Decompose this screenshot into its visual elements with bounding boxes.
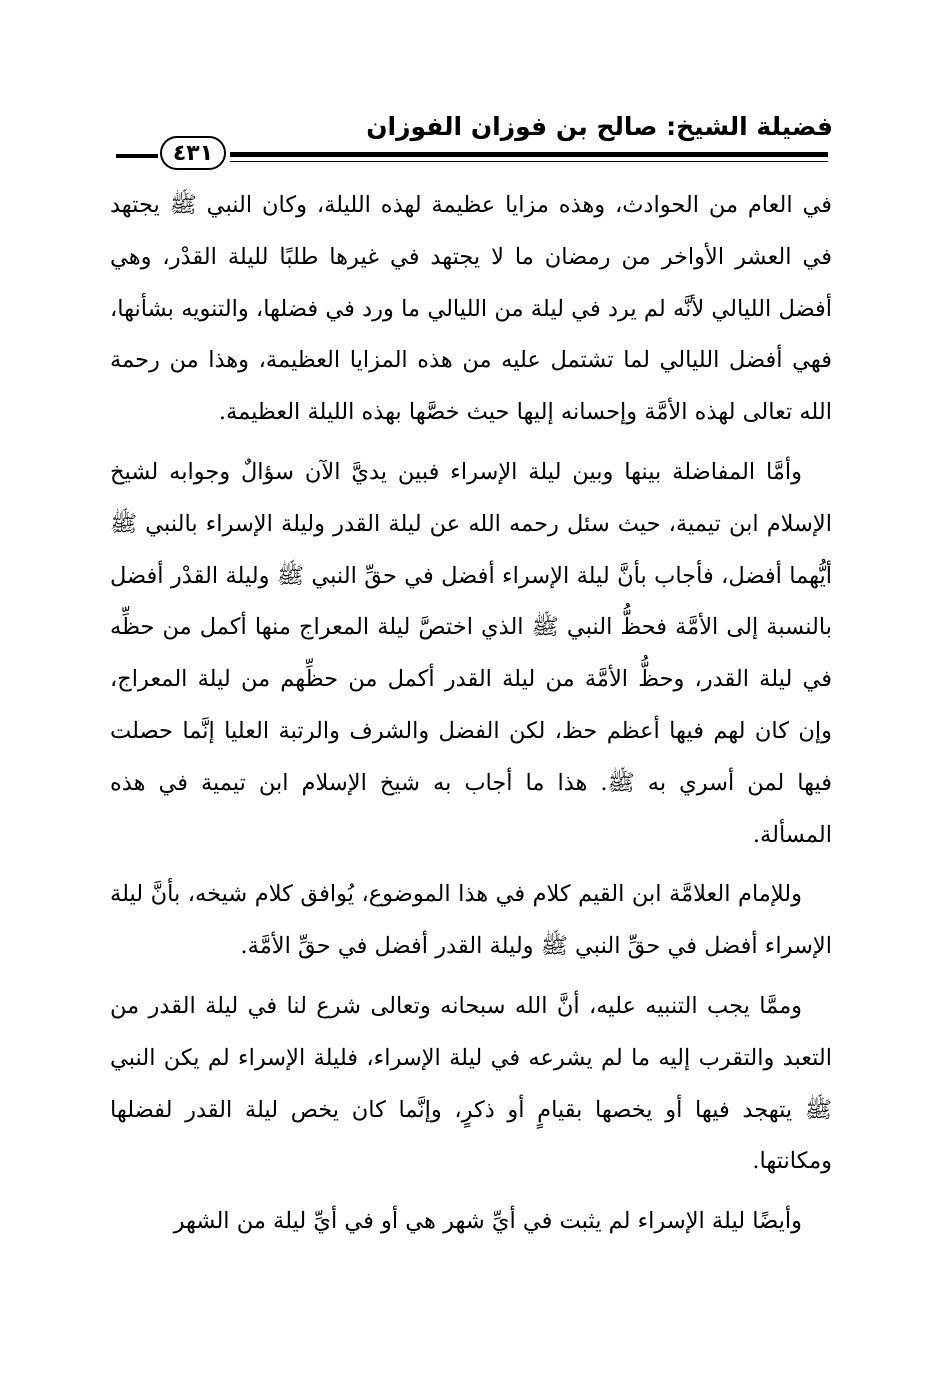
paragraph: [110, 869, 832, 973]
text-line: وممَّا يجب التنبيه عليه، أنَّ الله سبحانه وتعالى شرع لنا في ليلة القدر: [148, 992, 802, 1019]
text-line: ﷺ. هذا ما أجاب به شيخ الإسلام ابن تيمية في هذه المسألة.: [110, 769, 832, 848]
text-line: القدْر، وهي أفضل الليالي لأنَّه لم يرد في ليلة من الليالي ما ورد في: [110, 243, 833, 322]
header-rule: [230, 152, 828, 157]
paragraph: [110, 180, 832, 439]
text-line: القدر لفضلها ومكانتها.: [110, 1096, 832, 1175]
paragraph: [110, 1196, 832, 1248]
text-line: ليلة القدر أكمل من حظِّهم من ليلة المعراج، وإن كان لهم فيها أعظم: [110, 666, 833, 744]
main-text: [110, 180, 832, 1256]
header-rule-thin: [230, 161, 828, 162]
text-line: يجتهد في العشر الأواخر من رمضان ما لا يجتهد في غيرها طلبًا لليلة: [110, 192, 832, 270]
text-line: اختصَّ ليلة المعراج منها أكمل من حظِّه في ليلة القدر، وحظُّ الأمَّة من: [110, 614, 832, 693]
text-line: الإسراء بالنبي ﷺ أيُّهما أفضل، فأجاب بأنَّ ليلة الإسراء أفضل في حقِّ: [110, 510, 833, 589]
text-line: بأنَّ ليلة الإسراء أفضل في حقِّ النبي ﷺ وليلة القدر أفضل في حقِّ الأمَّة.: [110, 881, 832, 960]
header-rule-short: [116, 154, 158, 158]
page-number: ٤٣١: [160, 136, 226, 170]
text-line: يكن النبي ﷺ يتهجد فيها أو يخصها بقيامٍ أو ذكرٍ، وإنَّما كان يخص ليلة: [110, 1044, 833, 1123]
text-line: وأمَّا المفاضلة بينها وبين ليلة الإسراء فبين يديَّ الآن سؤالٌ وجوابه: [169, 458, 802, 485]
text-line: لشيخ الإسلام ابن تيمية، حيث سئل رحمه الله عن ليلة القدر وليلة: [110, 458, 832, 537]
text-line: بهذه الليلة العظيمة.: [218, 399, 402, 426]
paragraph: [110, 981, 832, 1188]
text-line: فضلها، والتنويه بشأنها، فهي أفضل الليالي لما تشتمل عليه من هذه المزايا: [110, 295, 832, 374]
text-line: العظيمة، وهذا من رحمة الله تعالى لهذه الأمَّة وإحسانه إليها حيث خصَّها: [110, 347, 832, 426]
text-line: وأيضًا ليلة الإسراء لم يثبت في أيِّ شهر هي أو في أيِّ ليلة من الشهر: [173, 1208, 802, 1235]
text-line: وللإمام العلامَّة ابن القيم كلام في هذا الموضوع، يُوافق كلام شيخه،: [187, 881, 802, 908]
text-line: في العام من الحوادث، وهذه مزايا عظيمة لهذه الليلة، وكان النبي ﷺ: [169, 192, 832, 218]
text-line: من التعبد والتقرب إليه ما لم يشرعه في ليلة الإسراء، فليلة الإسراء لم: [110, 992, 833, 1071]
text-line: النبي ﷺ وليلة القدْر أفضل بالنسبة إلى الأمَّة فحظُّ النبي ﷺ الذي: [110, 562, 832, 641]
text-line: حظ، لكن الفضل والشرف والرتبة العليا إنَّما حصلت فيها لمن أسري به: [110, 717, 832, 796]
paragraph: [110, 447, 832, 861]
running-header-title: فضيلة الشيخ: صالح بن فوزان الفوزان: [366, 112, 833, 141]
